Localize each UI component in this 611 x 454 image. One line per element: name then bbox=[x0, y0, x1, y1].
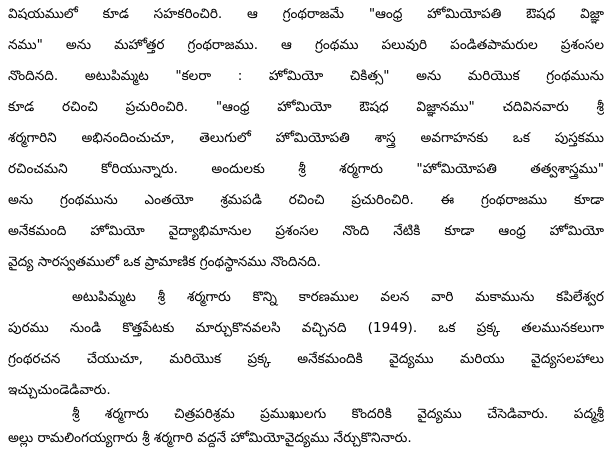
paragraph-1-line-5: శర్మగారిని అభినందించుచూ, తెలుగులో హోమియోపతి శాస్త్ర అవగాహనకు ఒక పుస్తకము bbox=[8, 130, 604, 146]
paragraph-1-line-9: వైద్య సారస్వతములో ఒక ప్రామాణిక గ్రంథస్థానము నొందినది. bbox=[8, 254, 321, 270]
document-page bbox=[8, 4, 604, 450]
paragraph-1-line-4: కూడ రచించి ప్రచురించిరి. "ఆంధ్ర హోమియో ఔషధ విజ్ఞానము" చదివినవారు శ్రీ bbox=[8, 99, 604, 115]
paragraph-3-line-2: అల్లు రామలింగయ్యగారు శ్రీ శర్మగారి వద్దనే హోమియోవైద్యము నేర్చుకొనినారు. bbox=[8, 430, 412, 446]
paragraph-1-line-6: రచించమని కోరియున్నారు. అందులకు శ్రీ శర్మగారు "హోమియోపతి తత్వశాస్త్రము" bbox=[8, 161, 604, 177]
paragraph-2-line-1: అటుపిమ్మట శ్రీ శర్మగారు కొన్ని కారణముల వలన వారి మకామును కపిలేశ్వర bbox=[72, 289, 604, 305]
paragraph-1-line-7: అను గ్రంథమును ఎంతయో శ్రమపడి రచించి ప్రచురించిరి. ఈ గ్రంథరాజము కూడా bbox=[8, 192, 604, 208]
paragraph-1-line-2: నము" అను మహోత్తర గ్రంథరాజము. ఆ గ్రంథము పలువురి పండితపామరుల ప్రశంసల bbox=[8, 37, 604, 53]
paragraph-2-line-4: ఇచ్చుచుండెడివారు. bbox=[8, 382, 111, 398]
paragraph-1-line-8: అనేకమంది హోమియో వైద్యాభిమానుల ప్రశంసల నొంది నేటికి కూడా ఆంధ్ర హోమియో bbox=[8, 223, 604, 239]
paragraph-1-line-3: నొందినది. అటుపిమ్మట "కలరా : హోమియో చికిత్స" అను మరియొక గ్రంథమును bbox=[8, 68, 604, 84]
paragraph-1-line-1: విషయములో కూడ సహకరించిరి. ఆ గ్రంథరాజమే "ఆంధ్ర హోమియోపతి ఔషధ విజ్ఞా bbox=[8, 6, 604, 22]
paragraph-2-line-2: పురము నుండి కొత్తపేటకు మార్చుకొనవలసి వచ్చినది (1949). ఒక ప్రక్క తలమునకలుగా bbox=[8, 320, 604, 336]
paragraph-2-line-3: గ్రంథరచన చేయుచూ, మరియొక ప్రక్క అనేకమందికి వైద్యము మరియు వైద్యసలహాలు bbox=[8, 351, 604, 367]
paragraph-3-line-1: శ్రీ శర్మగారు చిత్రపరిశ్రమ ప్రముఖులగు కొందరికి వైద్యము చేసెడివారు. పద్మశ్రీ bbox=[72, 406, 604, 422]
